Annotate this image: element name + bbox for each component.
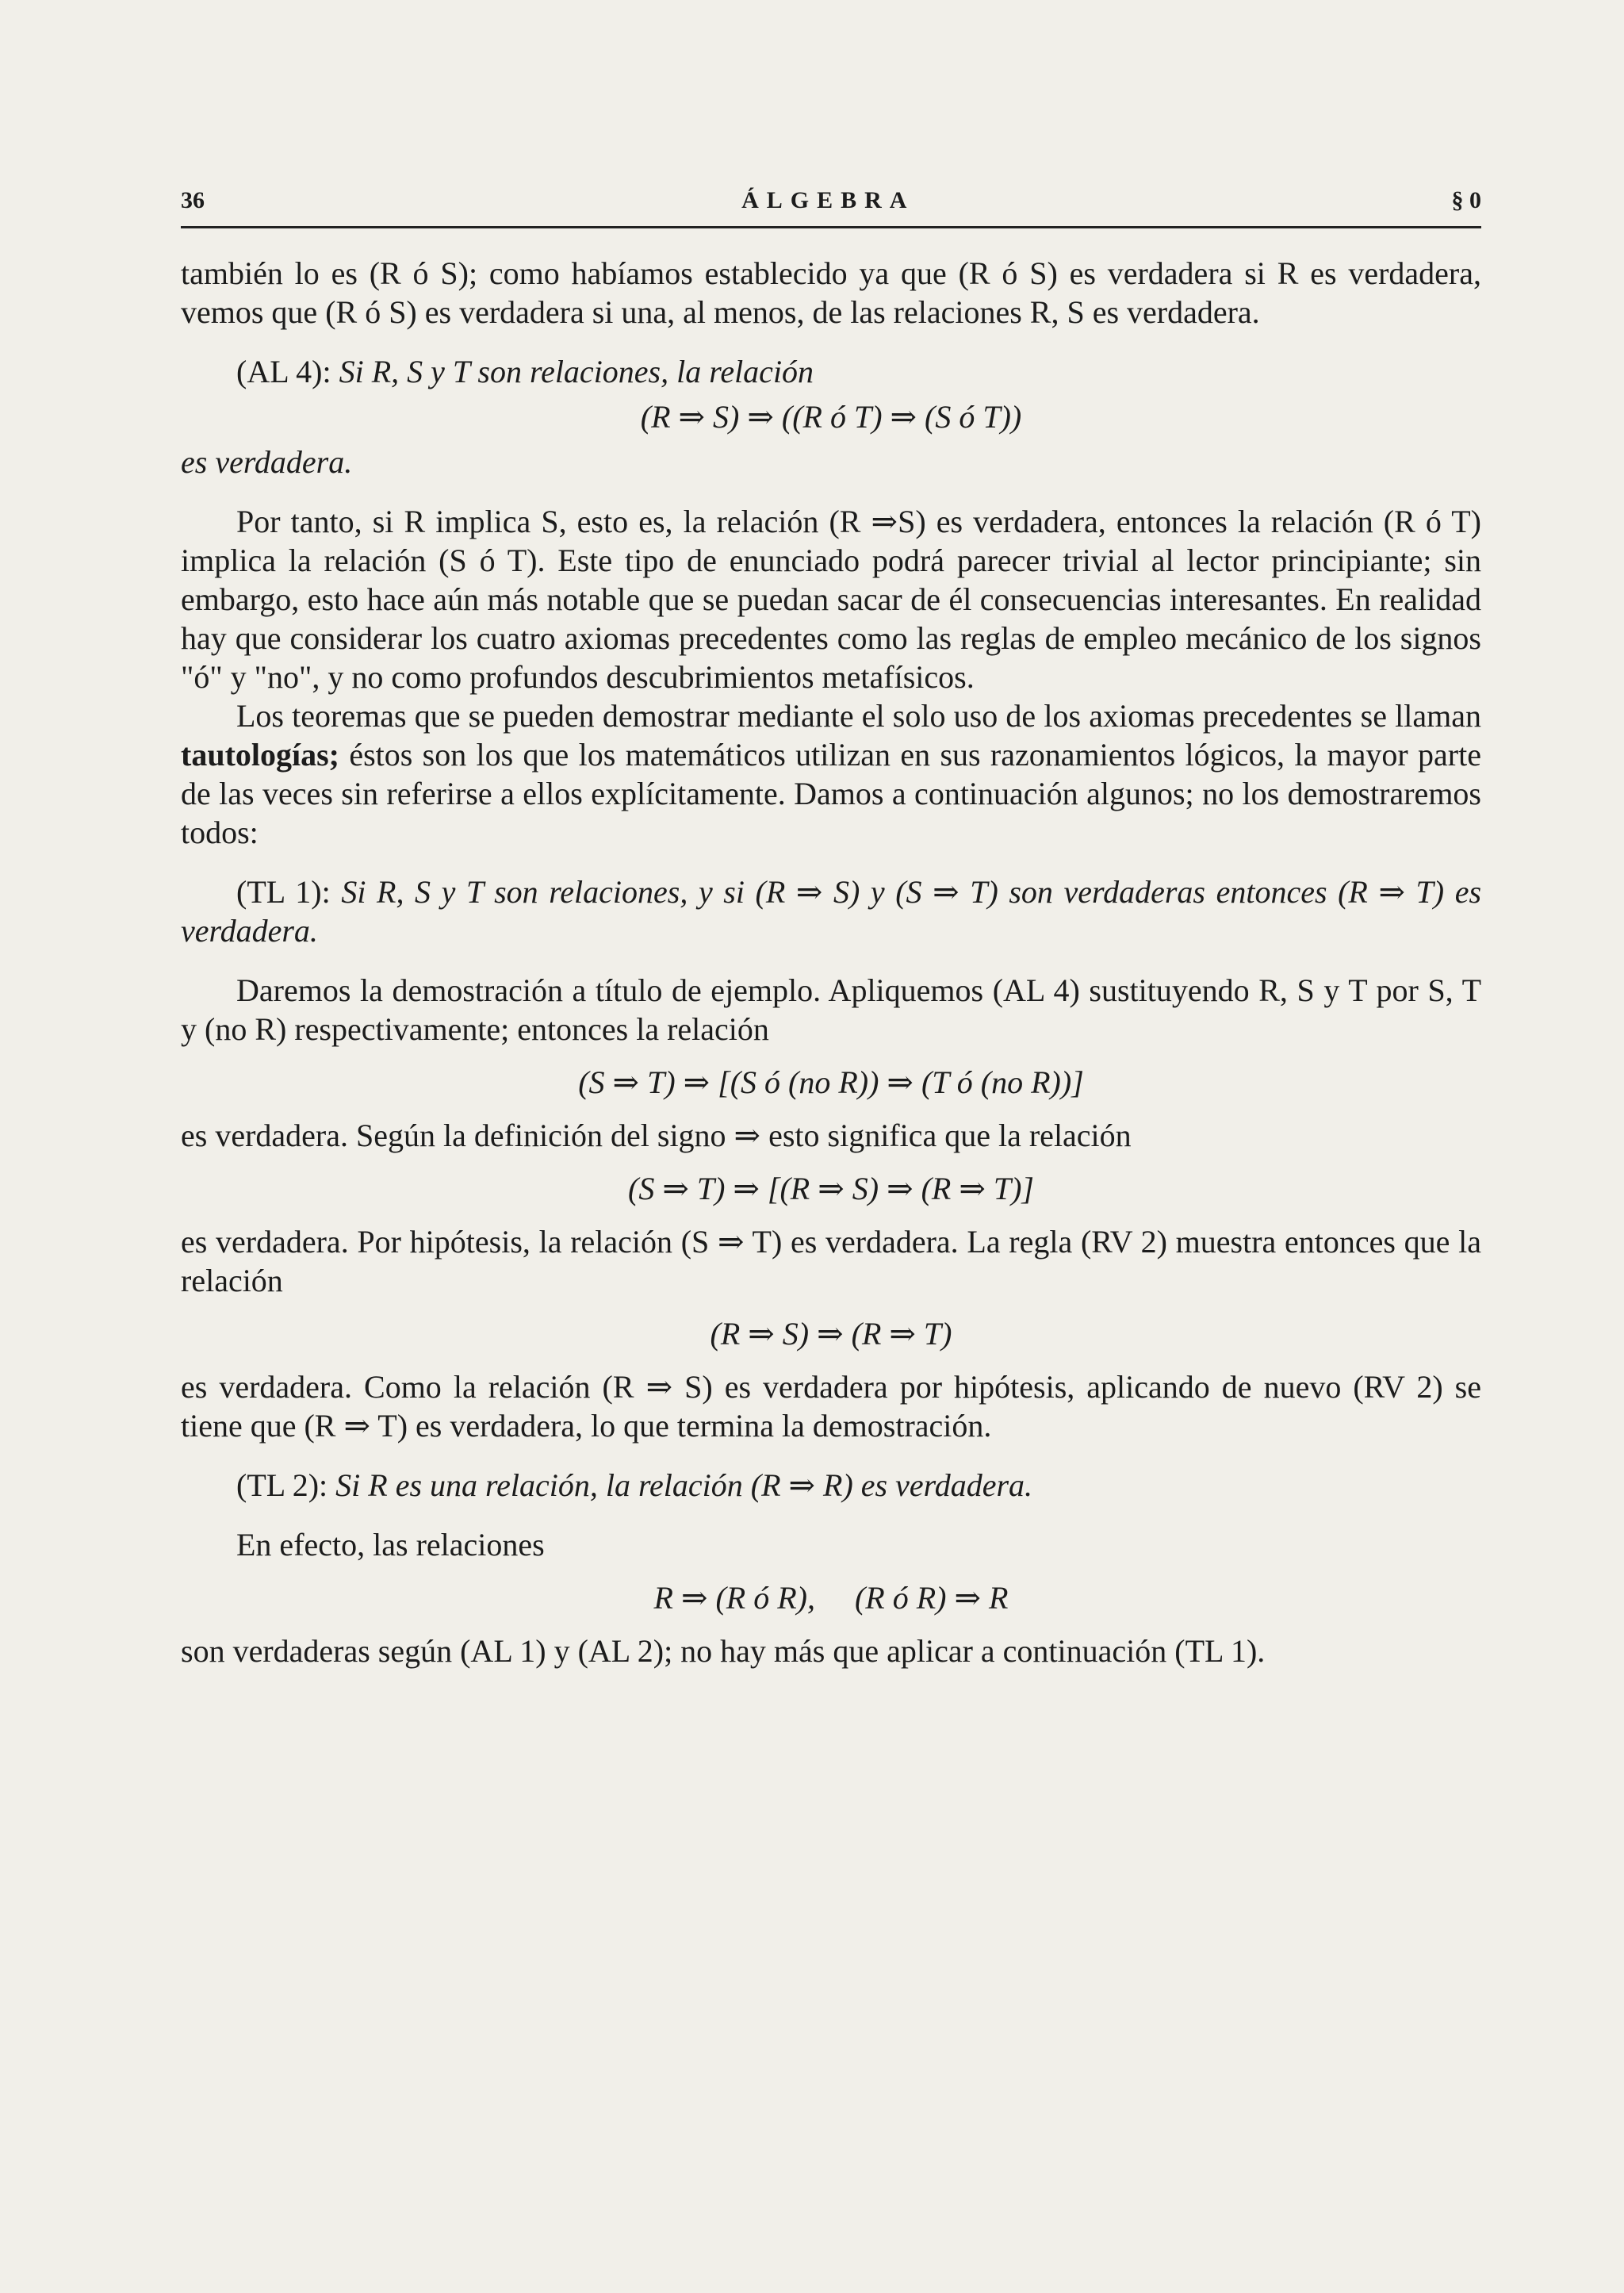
paragraph-7: es verdadera. Como la relación (R ⇒ S) es verdadera por hipótesis, aplicando de nuevo (RV 2) se tiene que (R ⇒ T) es verdadera, lo que termina la demostración. [181, 1369, 1481, 1444]
formula-4: (R ⇒ S) ⇒ (R ⇒ T) [710, 1316, 952, 1352]
theorem-tl1 [181, 872, 1481, 950]
page [181, 181, 1481, 1670]
formula-5: R ⇒ (R ó R), (R ó R) ⇒ R [653, 1580, 1009, 1616]
term-tautologias: tautologías; [181, 737, 339, 773]
theorem-tl1-text: Si R, S y T son relaciones, y si (R ⇒ S) y (S ⇒ T) son verdaderas entonces (R ⇒ T) es verdadera. [181, 874, 1482, 949]
page-number: 36 [181, 187, 205, 213]
theorem-tl1-tag: (TL 1): [236, 874, 331, 910]
section-mark: § 0 [1451, 187, 1481, 213]
theorem-tl2-text: Si R es una relación, la relación (R ⇒ R) es verdadera. [335, 1467, 1033, 1503]
axiom-al4-text: Si R, S y T son relaciones, la relación [339, 354, 814, 389]
axiom-al4-tag: (AL 4): [236, 354, 331, 389]
theorem-tl2-tag: (TL 2): [236, 1467, 328, 1503]
axiom-al4-end: es verdadera. [181, 444, 353, 480]
paragraph-1: también lo es (R ó S); como habíamos establecido ya que (R ó S) es verdadera si R es verdadera, vemos que (R ó S) es verdadera si una, al menos, de las relaciones R, S es verdadera. [181, 255, 1481, 330]
paragraph-2: Por tanto, si R implica S, esto es, la relación (R ⇒S) es verdadera, entonces la relación (R ó T) implica la relación (S ó T). Este tipo de enunciado podrá parecer trivial al lector principiante; sin embargo, esto hace aún más notable que se puedan sacar de él consecuencias interesantes. En realidad hay que considerar los cuatro axiomas precedentes como las reglas de empleo mecánico de los signos "ó" y "no", y no como profundos descubrimientos metafísicos. [181, 504, 1481, 695]
paragraph-3 [181, 696, 1481, 852]
running-head [181, 181, 1481, 228]
paragraph-8: En efecto, las relaciones [236, 1527, 545, 1563]
formula-3: (S ⇒ T) ⇒ [(R ⇒ S) ⇒ (R ⇒ T)] [628, 1171, 1034, 1206]
axiom-al4 [181, 352, 1481, 391]
paragraph-9: son verdaderas según (AL 1) y (AL 2); no hay más que aplicar a continuación (TL 1). [181, 1633, 1266, 1669]
paragraph-5: es verdadera. Según la definición del signo ⇒ esto significa que la relación [181, 1118, 1132, 1153]
paragraph-4: Daremos la demostración a título de ejemplo. Apliquemos (AL 4) sustituyendo R, S y T por S, T y (no R) respectivamente; entonces la relación [181, 972, 1481, 1047]
formula-2: (S ⇒ T) ⇒ [(S ó (no R)) ⇒ (T ó (no R))] [578, 1064, 1084, 1100]
formula-al4: (R ⇒ S) ⇒ ((R ó T) ⇒ (S ó T)) [640, 399, 1022, 435]
running-title: ÁLGEBRA [741, 187, 915, 213]
paragraph-3-before: Los teoremas que se pueden demostrar mediante el solo uso de los axiomas precedentes se llaman [236, 698, 1481, 734]
paragraph-3-after: éstos son los que los matemáticos utilizan en sus razonamientos lógicos, la mayor parte de las veces sin referirse a ellos explícitamente. Damos a continuación algunos; no los demostraremos todos: [181, 737, 1481, 850]
paragraph-6: es verdadera. Por hipótesis, la relación (S ⇒ T) es verdadera. La regla (RV 2) muestra entonces que la relación [181, 1224, 1481, 1298]
theorem-tl2 [181, 1466, 1481, 1505]
